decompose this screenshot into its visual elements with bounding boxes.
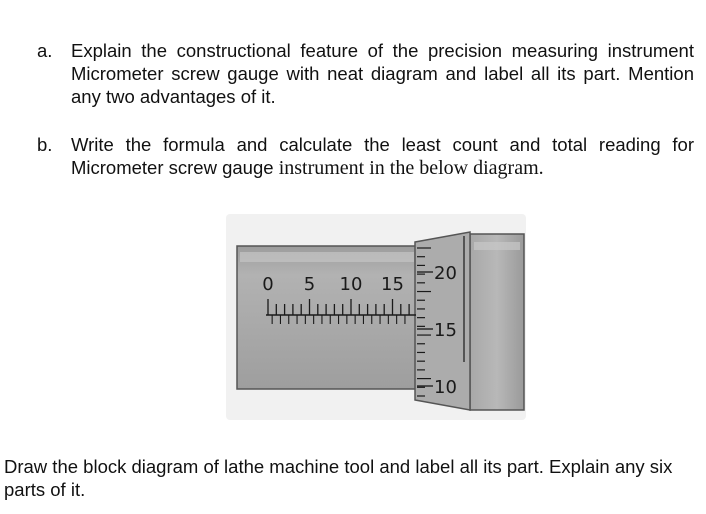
question-b-marker: b.	[37, 134, 53, 155]
sleeve-label: 15	[381, 274, 404, 295]
sleeve	[237, 246, 417, 389]
sleeve-label: 0	[262, 274, 274, 295]
thimble-label: 15	[434, 320, 457, 341]
thimble-label: 20	[434, 263, 457, 284]
sleeve-highlight	[240, 252, 414, 262]
question-b-text-serif: instrument in the below diagram.	[278, 157, 544, 179]
question-lathe: Draw the block diagram of lathe machine tool and label all its part. Explain any six parts of it.	[4, 456, 673, 500]
sleeve-label: 5	[303, 274, 316, 295]
thimble-label: 10	[434, 377, 457, 398]
micrometer-diagram	[226, 214, 526, 420]
thimble-labels	[434, 263, 457, 398]
micrometer-svg	[226, 214, 526, 420]
question-a-text: Explain the constructional feature of the precision measuring instrument Micrometer screw gauge with neat diagram and label all its part. Mention any two advantages of it.	[71, 40, 694, 107]
thimble-grip-highlight	[474, 242, 520, 250]
question-b-text	[71, 133, 694, 180]
thimble-grip	[470, 234, 524, 410]
question-b-text-sans: Write the formula and calculate the least count and total reading for Micrometer screw gauge	[71, 134, 694, 178]
question-a-marker: a.	[37, 40, 53, 61]
sleeve-label: 10	[339, 274, 363, 295]
